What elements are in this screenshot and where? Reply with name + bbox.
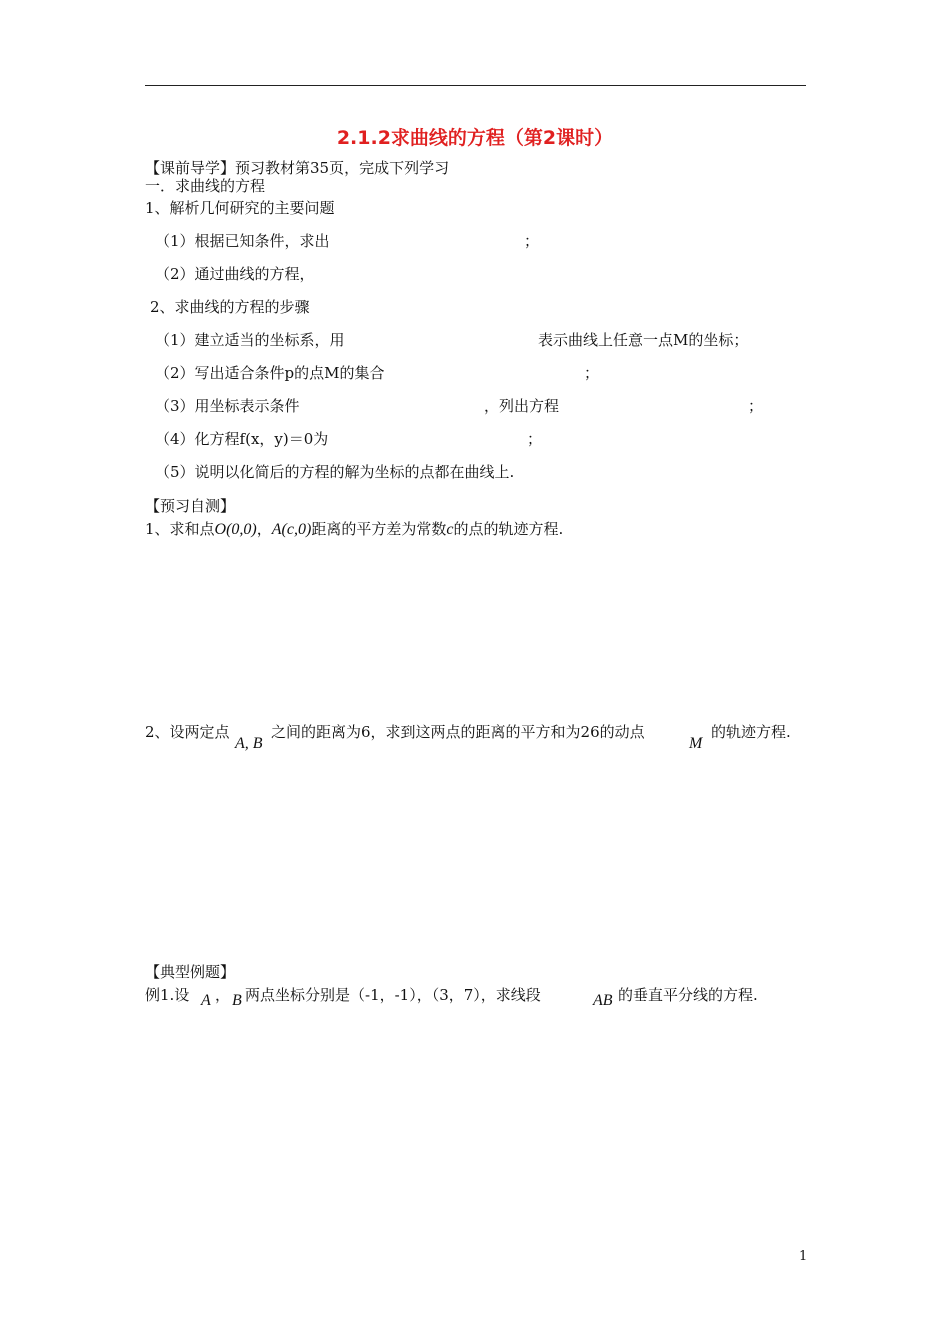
p1-constant-c: c xyxy=(446,521,454,538)
q2-step4-end: ； xyxy=(527,430,543,448)
p2-point-m: M xyxy=(689,735,703,752)
q2-step4-text: （4）化方程f(x，y)＝0为 xyxy=(155,430,329,448)
p1-text-3: 距离的平方差为常数 xyxy=(311,520,447,538)
intro-line: 【课前导学】预习教材第35页，完成下列学习 xyxy=(145,159,450,177)
ex1-text-1: 例1.设 xyxy=(145,986,190,1004)
ex1-text-2: ， xyxy=(215,986,231,1004)
p1-text-2: ， xyxy=(256,520,272,538)
self-test-heading: 【预习自测】 xyxy=(145,497,236,515)
header-rule xyxy=(145,85,806,86)
p2-points-ab: A, B xyxy=(235,735,263,752)
p2-text-1: 2、设两定点 xyxy=(145,723,230,741)
q2-step1-text: （1）建立适当的坐标系，用 xyxy=(155,331,345,349)
p1-text-1: 1、求和点 xyxy=(145,520,215,538)
ex1-segment-ab: AB xyxy=(593,992,613,1009)
q2-step2-text: （2）写出适合条件p的点M的集合 xyxy=(155,364,385,382)
p2-text-2: 之间的距离为6，求到这两点的距离的平方和为26的动点 xyxy=(271,723,645,741)
page-title: 2.1.2求曲线的方程（第2课时） xyxy=(336,127,614,149)
q1-item1-end: ； xyxy=(524,232,540,250)
q1-item2-text: （2）通过曲线的方程， xyxy=(155,265,315,283)
ex1-point-b: B xyxy=(232,992,242,1009)
page-number: 1 xyxy=(799,1249,808,1264)
ex1-text-3: 两点坐标分别是（-1，-1），（3，7），求线段 xyxy=(245,986,541,1004)
p1-point-o: O(0,0) xyxy=(214,521,257,538)
ex1-text-4: 的垂直平分线的方程. xyxy=(618,986,758,1004)
p1-point-a: A(c,0) xyxy=(271,521,312,538)
self-test-problem-1 xyxy=(145,519,563,540)
q2-step1-end: 表示曲线上任意一点M的坐标； xyxy=(538,331,749,349)
q1-item1-text: （1）根据已知条件，求出 xyxy=(155,232,330,250)
section1-heading: 一．求曲线的方程 xyxy=(145,177,266,195)
q1-heading: 1、解析几何研究的主要问题 xyxy=(145,199,335,217)
q2-step2-end: ； xyxy=(584,364,600,382)
q2-heading: 2、求曲线的方程的步骤 xyxy=(150,298,310,316)
p1-text-4: 的点的轨迹方程. xyxy=(453,520,564,538)
q2-step3-mid: ，列出方程 xyxy=(484,397,560,415)
p2-text-3: 的轨迹方程. xyxy=(711,723,791,741)
examples-heading: 【典型例题】 xyxy=(145,963,236,981)
q2-step3-end: ； xyxy=(748,397,764,415)
q2-step5-text: （5）说明以化简后的方程的解为坐标的点都在曲线上. xyxy=(155,463,515,481)
ex1-point-a: A xyxy=(201,992,211,1009)
q2-step3-text: （3）用坐标表示条件 xyxy=(155,397,300,415)
